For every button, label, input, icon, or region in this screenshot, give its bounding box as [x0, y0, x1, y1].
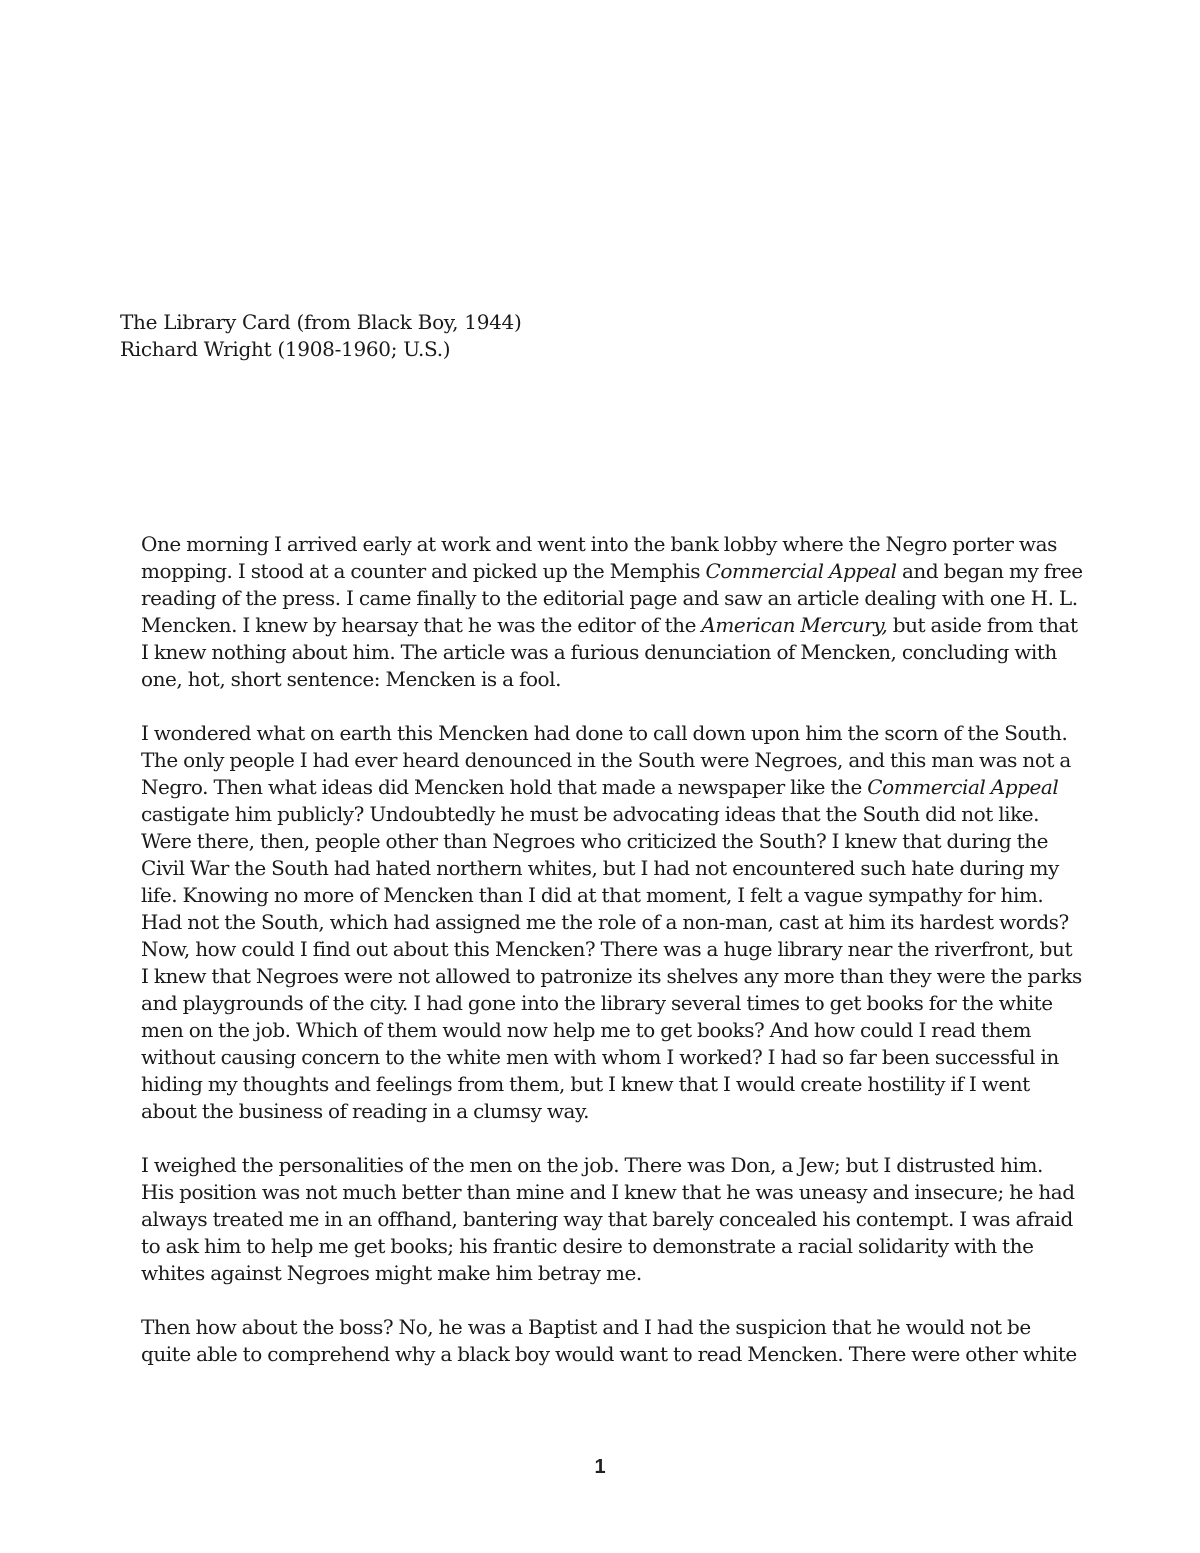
italic-title: Commercial Appeal: [867, 775, 1059, 799]
paragraph: [141, 1314, 1076, 1368]
document-body: [141, 531, 1083, 1395]
text-run: Mencken. I knew by hearsay that he was the editor of the: [141, 613, 702, 637]
text-line: [141, 558, 1083, 585]
text-line: [141, 1179, 1076, 1206]
text-run: Now, how could I find out about this Mencken? There was a huge library near the riverfront, but: [141, 937, 1073, 961]
text-run: His position was not much better than mine and I knew that he was uneasy and insecure; he had: [141, 1180, 1075, 1204]
document-title: The Library Card (from Black Boy, 1944): [120, 310, 522, 334]
text-line: [141, 1233, 1076, 1260]
italic-title: American Mercury,: [701, 613, 888, 637]
paragraph: [141, 1152, 1076, 1287]
text-line: [141, 531, 1076, 558]
text-line: [141, 1044, 1076, 1071]
page-number: 1: [594, 1456, 606, 1478]
text-run: Were there, then, people other than Negroes who criticized the South? I knew that during the: [141, 829, 1048, 853]
text-line: [141, 747, 1076, 774]
text-run: Civil War the South had hated northern whites, but I had not encountered such hate during my: [141, 856, 1059, 880]
text-line: [141, 1017, 1076, 1044]
text-run: I weighed the personalities of the men on the job. There was Don, a Jew; but I distrusted him.: [141, 1153, 1043, 1177]
text-run: one, hot, short sentence: Mencken is a fool.: [141, 667, 561, 691]
text-line: [141, 666, 1076, 693]
text-line: [141, 1098, 1076, 1125]
text-run: castigate him publicly? Undoubtedly he must be advocating ideas that the South did not like.: [141, 802, 1040, 826]
text-run: always treated me in an offhand, bantering way that barely concealed his contempt. I was afraid: [141, 1207, 1073, 1231]
text-run: I wondered what on earth this Mencken had done to call down upon him the scorn of the South.: [141, 721, 1068, 745]
paragraph: [141, 720, 1082, 1125]
text-run: Then how about the boss? No, he was a Baptist and I had the suspicion that he would not be: [141, 1315, 1031, 1339]
text-run: mopping. I stood at a counter and picked up the Memphis: [141, 559, 706, 583]
text-run: and playgrounds of the city. I had gone into the library several times to get books for the white: [141, 991, 1053, 1015]
text-run: but aside from that: [887, 613, 1078, 637]
text-run: I knew nothing about him. The article was a furious denunciation of Mencken, concluding with: [141, 640, 1057, 664]
text-line: [141, 720, 1076, 747]
text-line: [141, 1260, 1076, 1287]
document-author: Richard Wright (1908-1960; U.S.): [120, 337, 451, 361]
text-run: about the business of reading in a clumsy way.: [141, 1099, 590, 1123]
text-line: [141, 990, 1076, 1017]
text-run: Had not the South, which had assigned me the role of a non-man, cast at him its hardest words?: [141, 910, 1069, 934]
text-line: [141, 936, 1076, 963]
italic-title: Commercial Appeal: [705, 559, 897, 583]
text-line: [141, 612, 1076, 639]
text-run: men on the job. Which of them would now help me to get books? And how could I read them: [141, 1018, 1031, 1042]
text-run: without causing concern to the white men with whom I worked? I had so far been successful in: [141, 1045, 1059, 1069]
text-line: [141, 1341, 1076, 1368]
text-line: [141, 1152, 1076, 1179]
text-line: [141, 963, 1082, 990]
text-run: to ask him to help me get books; his frantic desire to demonstrate a racial solidarity with the: [141, 1234, 1034, 1258]
document-heading: [120, 309, 521, 363]
text-run: Negro. Then what ideas did Mencken hold that made a newspaper like the: [141, 775, 868, 799]
text-run: quite able to comprehend why a black boy would want to read Mencken. There were other white: [141, 1342, 1077, 1366]
text-run: One morning I arrived early at work and went into the bank lobby where the Negro porter was: [141, 532, 1057, 556]
text-run: hiding my thoughts and feelings from them, but I knew that I would create hostility if I went: [141, 1072, 1030, 1096]
text-line: [141, 1314, 1076, 1341]
text-run: The only people I had ever heard denounced in the South were Negroes, and this man was not a: [141, 748, 1071, 772]
text-line: [141, 639, 1076, 666]
text-line: [141, 828, 1076, 855]
text-line: [141, 774, 1076, 801]
text-run: whites against Negroes might make him betray me.: [141, 1261, 642, 1285]
text-line: [141, 1206, 1076, 1233]
text-line: [141, 855, 1076, 882]
text-line: [141, 801, 1076, 828]
paragraph: [141, 531, 1083, 693]
text-line: [141, 585, 1076, 612]
text-run: and began my free: [896, 559, 1083, 583]
text-line: [141, 882, 1076, 909]
text-run: life. Knowing no more of Mencken than I did at that moment, I felt a vague sympathy for him.: [141, 883, 1044, 907]
text-run: I knew that Negroes were not allowed to patronize its shelves any more than they were the parks: [141, 964, 1082, 988]
text-line: [141, 1071, 1076, 1098]
text-line: [141, 909, 1076, 936]
text-run: reading of the press. I came finally to the editorial page and saw an article dealing with one H. L.: [141, 586, 1078, 610]
